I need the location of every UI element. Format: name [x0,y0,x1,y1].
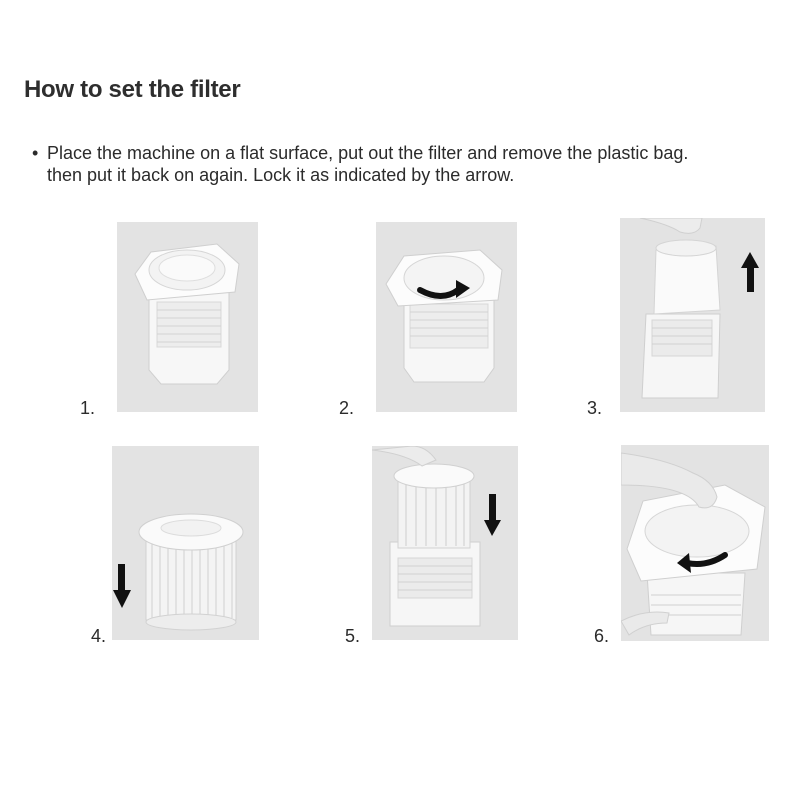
step-1-number: 1. [80,398,96,418]
instruction-line-2: then put it back on again. Lock it as indicated by the arrow. [47,165,515,185]
step-3-image [620,218,765,412]
step-2-number: 2. [339,398,355,418]
bullet-icon: • [32,143,39,163]
step-3-number: 3. [587,398,603,418]
step-4-number: 4. [91,626,107,646]
step-4-image [112,446,259,640]
step-6-number: 6. [594,626,610,646]
instruction-line-1: Place the machine on a flat surface, put out the filter and remove the plastic bag. [47,143,689,163]
step-1-image [117,222,258,412]
arrow-up-icon [747,266,754,292]
arrow-down-icon [118,564,125,592]
step-5-image [372,446,518,640]
step-5-number: 5. [345,626,361,646]
step-2-image [376,222,517,412]
page-title: How to set the filter [24,76,241,103]
arrow-down-icon [489,494,496,522]
step-6-image [621,445,769,641]
